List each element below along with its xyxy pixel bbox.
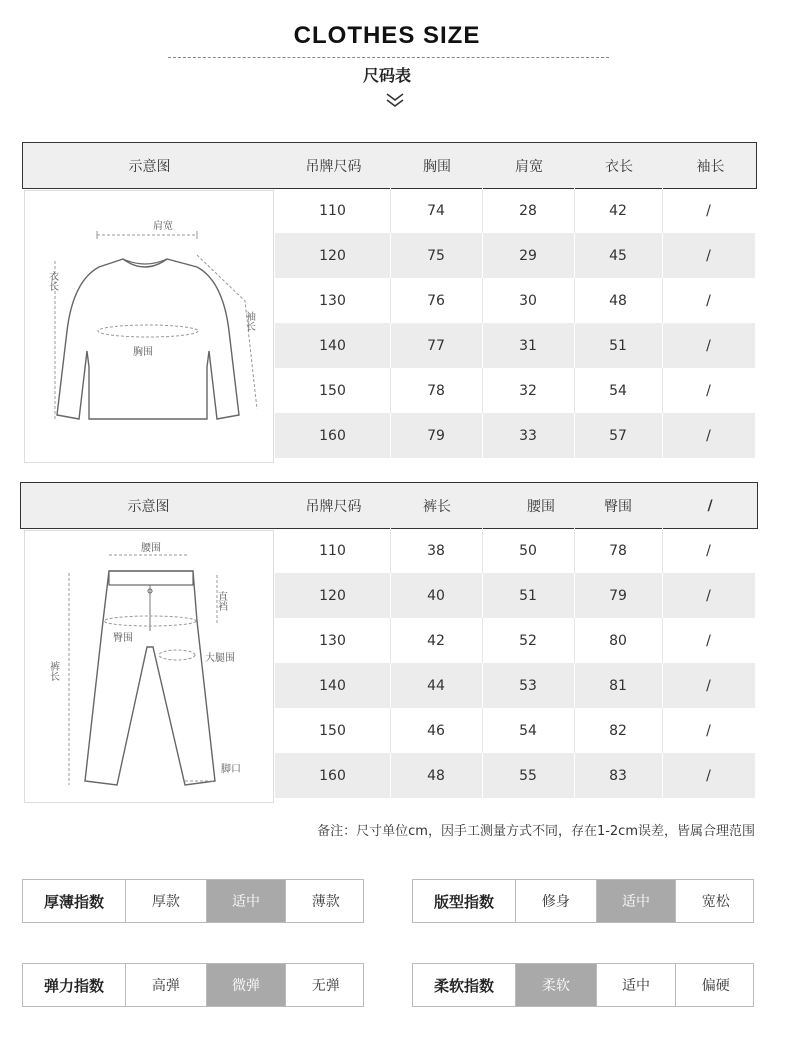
table-row bbox=[275, 368, 755, 413]
table-cell: 44 bbox=[427, 677, 445, 694]
index-option: 适中 bbox=[596, 964, 676, 1006]
index-label: 柔软指数 bbox=[413, 964, 516, 1006]
table-cell: 77 bbox=[427, 337, 445, 354]
cell-divider bbox=[662, 278, 663, 323]
top-table-header bbox=[22, 142, 757, 189]
table-cell: / bbox=[706, 767, 711, 784]
cell-divider bbox=[390, 233, 391, 278]
cell-divider bbox=[662, 708, 663, 753]
table-cell: 81 bbox=[609, 677, 627, 694]
table-cell: 45 bbox=[609, 247, 627, 264]
table-cell: 120 bbox=[319, 587, 346, 604]
index-option: 无弹 bbox=[285, 964, 365, 1006]
table-cell: 46 bbox=[427, 722, 445, 739]
cell-divider bbox=[482, 368, 483, 413]
index-box bbox=[412, 879, 754, 923]
table-cell: 76 bbox=[427, 292, 445, 309]
table-cell: 78 bbox=[609, 542, 627, 559]
table-row bbox=[275, 753, 755, 798]
table-cell: 140 bbox=[319, 677, 346, 694]
table-cell: 130 bbox=[319, 292, 346, 309]
table-cell: 51 bbox=[519, 587, 537, 604]
table-cell: / bbox=[706, 427, 711, 444]
cell-divider bbox=[662, 573, 663, 618]
cell-divider bbox=[662, 528, 663, 573]
cell-divider bbox=[662, 233, 663, 278]
cell-divider bbox=[482, 663, 483, 708]
index-box bbox=[22, 963, 364, 1007]
index-label: 弹力指数 bbox=[23, 964, 126, 1006]
table-cell: 150 bbox=[319, 722, 346, 739]
table-cell: 160 bbox=[319, 767, 346, 784]
diagram-label-thigh: 大腿围 bbox=[205, 653, 235, 664]
bottom-col-pants-length: 裤长 bbox=[423, 498, 451, 515]
cell-divider bbox=[574, 278, 575, 323]
table-cell: / bbox=[706, 292, 711, 309]
table-row bbox=[275, 573, 755, 618]
sweater-illustration bbox=[25, 191, 275, 464]
top-col-shoulder: 肩宽 bbox=[515, 158, 543, 175]
bottom-col-size: 吊牌尺码 bbox=[305, 498, 362, 515]
table-row bbox=[275, 618, 755, 663]
table-cell: 33 bbox=[519, 427, 537, 444]
cell-divider bbox=[390, 368, 391, 413]
table-cell: 54 bbox=[519, 722, 537, 739]
index-box bbox=[22, 879, 364, 923]
index-option: 宽松 bbox=[675, 880, 755, 922]
cell-divider bbox=[574, 618, 575, 663]
table-cell: 29 bbox=[519, 247, 537, 264]
cell-divider bbox=[482, 618, 483, 663]
index-option: 微弹 bbox=[206, 964, 286, 1006]
table-cell: / bbox=[706, 587, 711, 604]
cell-divider bbox=[662, 323, 663, 368]
table-cell: 160 bbox=[319, 427, 346, 444]
table-row bbox=[275, 323, 755, 368]
table-cell: / bbox=[706, 382, 711, 399]
cell-divider bbox=[390, 618, 391, 663]
table-cell: 31 bbox=[519, 337, 537, 354]
top-col-length: 衣长 bbox=[605, 158, 633, 175]
diagram-label-pants-length: 裤长 bbox=[47, 661, 59, 681]
table-cell: 42 bbox=[609, 202, 627, 219]
cell-divider bbox=[574, 663, 575, 708]
table-cell: / bbox=[706, 337, 711, 354]
table-cell: / bbox=[706, 722, 711, 739]
cell-divider bbox=[574, 573, 575, 618]
index-option: 适中 bbox=[206, 880, 286, 922]
cell-divider bbox=[574, 323, 575, 368]
cell-divider bbox=[390, 663, 391, 708]
table-cell: / bbox=[706, 632, 711, 649]
bottom-table-header bbox=[20, 482, 758, 529]
table-cell: / bbox=[706, 677, 711, 694]
top-col-chest: 胸围 bbox=[423, 158, 451, 175]
sweater-diagram bbox=[24, 190, 274, 463]
table-cell: 51 bbox=[609, 337, 627, 354]
table-cell: 55 bbox=[519, 767, 537, 784]
table-cell: 140 bbox=[319, 337, 346, 354]
diagram-label-sleeve: 袖长 bbox=[243, 311, 255, 331]
table-cell: 79 bbox=[609, 587, 627, 604]
pants-illustration bbox=[25, 531, 275, 804]
diagram-label-rise: 直裆 bbox=[215, 591, 227, 611]
cell-divider bbox=[574, 368, 575, 413]
index-option: 修身 bbox=[541, 894, 570, 910]
table-cell: 53 bbox=[519, 677, 537, 694]
table-cell: 110 bbox=[319, 202, 346, 219]
table-cell: 74 bbox=[427, 202, 445, 219]
cell-divider bbox=[574, 413, 575, 458]
cell-divider bbox=[482, 413, 483, 458]
cell-divider bbox=[574, 708, 575, 753]
page-title: CLOTHES SIZE bbox=[293, 22, 481, 49]
cell-divider bbox=[482, 528, 483, 573]
cell-divider bbox=[390, 573, 391, 618]
table-cell: 32 bbox=[519, 382, 537, 399]
index-option: 高弹 bbox=[151, 978, 180, 994]
table-cell: / bbox=[706, 202, 711, 219]
cell-divider bbox=[482, 753, 483, 798]
cell-divider bbox=[662, 368, 663, 413]
bottom-col-waist: 腰围 bbox=[527, 498, 555, 515]
cell-divider bbox=[390, 708, 391, 753]
index-option: 偏硬 bbox=[675, 964, 755, 1006]
cell-divider bbox=[482, 188, 483, 233]
cell-divider bbox=[574, 528, 575, 573]
table-cell: 82 bbox=[609, 722, 627, 739]
table-cell: 54 bbox=[609, 382, 627, 399]
index-label: 版型指数 bbox=[413, 880, 516, 922]
measurement-note: 备注：尺寸单位cm，因手工测量方式不同，存在1-2cm误差，皆属合理范围 bbox=[317, 824, 755, 839]
table-cell: / bbox=[706, 247, 711, 264]
cell-divider bbox=[574, 188, 575, 233]
index-label: 厚薄指数 bbox=[23, 880, 126, 922]
cell-divider bbox=[662, 753, 663, 798]
table-cell: 50 bbox=[519, 542, 537, 559]
bottom-col-extra: / bbox=[707, 497, 713, 514]
page-subtitle: 尺码表 bbox=[362, 66, 411, 85]
index-option: 适中 bbox=[596, 880, 676, 922]
double-chevron-down-icon bbox=[384, 90, 406, 110]
cell-divider bbox=[662, 188, 663, 233]
cell-divider bbox=[482, 573, 483, 618]
table-cell: 120 bbox=[319, 247, 346, 264]
cell-divider bbox=[482, 278, 483, 323]
index-box bbox=[412, 963, 754, 1007]
table-cell: 150 bbox=[319, 382, 346, 399]
table-cell: / bbox=[706, 542, 711, 559]
table-cell: 78 bbox=[427, 382, 445, 399]
cell-divider bbox=[482, 708, 483, 753]
table-cell: 79 bbox=[427, 427, 445, 444]
table-row bbox=[275, 278, 755, 323]
table-cell: 42 bbox=[427, 632, 445, 649]
table-cell: 48 bbox=[427, 767, 445, 784]
cell-divider bbox=[662, 618, 663, 663]
cell-divider bbox=[390, 413, 391, 458]
title-divider bbox=[168, 57, 609, 58]
cell-divider bbox=[390, 753, 391, 798]
diagram-label-waist: 腰围 bbox=[141, 543, 161, 554]
table-cell: 28 bbox=[519, 202, 537, 219]
table-row bbox=[275, 708, 755, 753]
table-cell: 38 bbox=[427, 542, 445, 559]
table-cell: 57 bbox=[609, 427, 627, 444]
top-col-sleeve: 袖长 bbox=[696, 158, 725, 175]
cell-divider bbox=[662, 413, 663, 458]
top-col-diagram: 示意图 bbox=[128, 158, 171, 175]
cell-divider bbox=[482, 233, 483, 278]
top-col-size: 吊牌尺码 bbox=[305, 158, 362, 175]
cell-divider bbox=[574, 753, 575, 798]
table-cell: 52 bbox=[519, 632, 537, 649]
cell-divider bbox=[574, 233, 575, 278]
table-cell: 75 bbox=[427, 247, 445, 264]
index-option: 厚款 bbox=[151, 894, 180, 910]
table-cell: 30 bbox=[519, 292, 537, 309]
cell-divider bbox=[390, 528, 391, 573]
pants-diagram bbox=[24, 530, 274, 803]
bottom-col-diagram: 示意图 bbox=[127, 498, 170, 515]
table-cell: 80 bbox=[609, 632, 627, 649]
diagram-label-chest: 胸围 bbox=[133, 347, 153, 358]
table-row bbox=[275, 188, 755, 233]
index-option: 薄款 bbox=[285, 880, 365, 922]
cell-divider bbox=[390, 278, 391, 323]
table-cell: 110 bbox=[319, 542, 346, 559]
cell-divider bbox=[390, 323, 391, 368]
diagram-label-hem: 脚口 bbox=[221, 764, 241, 775]
table-row bbox=[275, 528, 755, 573]
cell-divider bbox=[390, 188, 391, 233]
diagram-label-hip: 臀围 bbox=[113, 633, 133, 644]
diagram-label-length: 衣长 bbox=[46, 271, 58, 291]
table-row bbox=[275, 663, 755, 708]
table-cell: 130 bbox=[319, 632, 346, 649]
bottom-col-hip: 臀围 bbox=[604, 498, 632, 515]
cell-divider bbox=[482, 323, 483, 368]
index-option: 柔软 bbox=[516, 964, 596, 1006]
cell-divider bbox=[662, 663, 663, 708]
table-cell: 40 bbox=[427, 587, 445, 604]
diagram-label-shoulder: 肩宽 bbox=[153, 221, 173, 232]
table-cell: 83 bbox=[609, 767, 627, 784]
table-cell: 48 bbox=[609, 292, 627, 309]
table-row bbox=[275, 413, 755, 458]
table-row bbox=[275, 233, 755, 278]
